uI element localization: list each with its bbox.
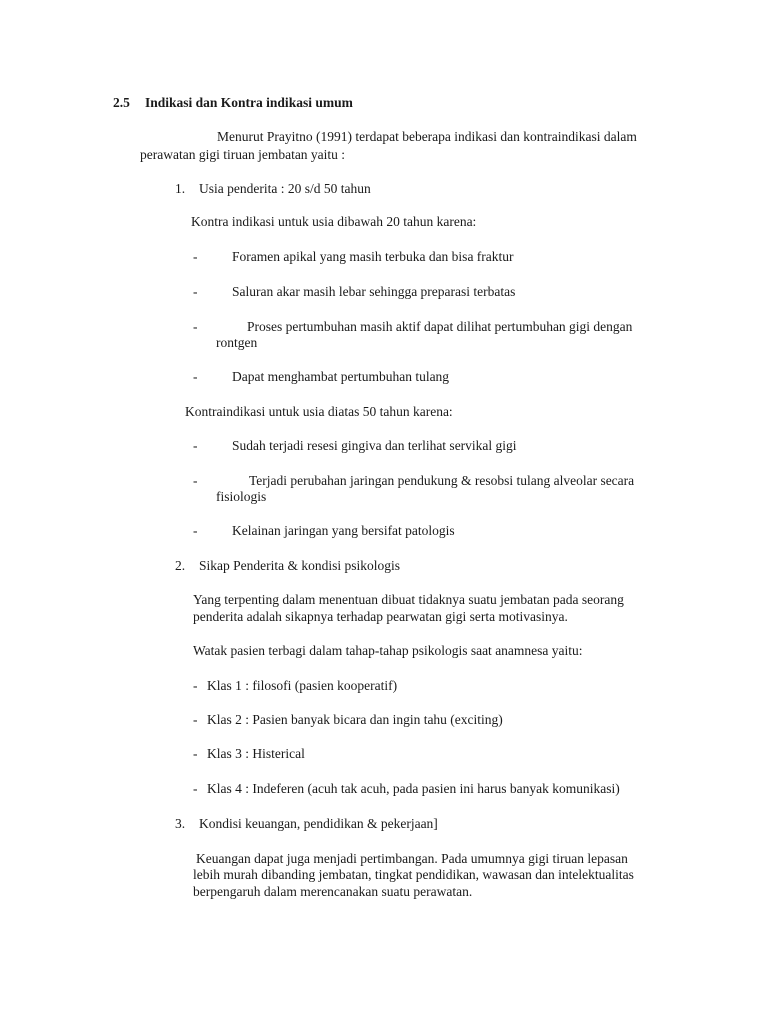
item-2-label: Sikap Penderita & kondisi psikologis: [199, 558, 400, 573]
item-2-paragraph-line-1: Yang terpenting dalam menentuan dibuat tidaknya suatu jembatan pada seorang: [193, 592, 624, 607]
bullet-dash: -: [193, 781, 198, 796]
list-item: Sudah terjadi resesi gingiva dan terlihat servikal gigi: [232, 438, 517, 453]
item-3-paragraph-line-1: Keuangan dapat juga menjadi pertimbangan. Pada umumnya gigi tiruan lepasan: [196, 851, 628, 866]
under-20-heading: Kontra indikasi untuk usia dibawah 20 tahun karena:: [191, 214, 477, 229]
section-number: 2.5: [113, 95, 130, 110]
bullet-dash: -: [193, 712, 198, 727]
list-item: Foramen apikal yang masih terbuka dan bisa fraktur: [232, 249, 514, 264]
bullet-dash: -: [193, 678, 198, 693]
list-item: Proses pertumbuhan masih aktif dapat dilihat pertumbuhan gigi dengan: [247, 319, 633, 334]
list-item: Klas 3 : Histerical: [207, 746, 305, 761]
item-3-label: Kondisi keuangan, pendidikan & pekerjaan]: [199, 816, 438, 831]
item-3-paragraph-line-3: berpengaruh dalam merencanakan suatu perawatan.: [193, 884, 473, 899]
intro-line-1: Menurut Prayitno (1991) terdapat beberapa indikasi dan kontraindikasi dalam: [217, 129, 637, 144]
bullet-dash: -: [193, 473, 198, 488]
item-2-number: 2.: [175, 558, 186, 573]
bullet-dash: -: [193, 369, 198, 384]
bullet-dash: -: [193, 319, 198, 334]
item-3-number: 3.: [175, 816, 186, 831]
item-1-label: Usia penderita : 20 s/d 50 tahun: [199, 181, 371, 196]
bullet-dash: -: [193, 523, 198, 538]
over-50-heading: Kontraindikasi untuk usia diatas 50 tahun karena:: [185, 404, 453, 419]
bullet-dash: -: [193, 249, 198, 264]
bullet-dash: -: [193, 438, 198, 453]
item-3-paragraph-line-2: lebih murah dibanding jembatan, tingkat pendidikan, wawasan dan intelektualitas: [193, 867, 634, 882]
list-item: Kelainan jaringan yang bersifat patologis: [232, 523, 455, 538]
bullet-dash: -: [193, 284, 198, 299]
list-item: Dapat menghambat pertumbuhan tulang: [232, 369, 450, 384]
list-item: Terjadi perubahan jaringan pendukung & resobsi tulang alveolar secara: [249, 473, 635, 488]
list-item: Klas 4 : Indeferen (acuh tak acuh, pada pasien ini harus banyak komunikasi): [207, 781, 620, 796]
list-item-continuation: fisiologis: [216, 489, 267, 504]
item-2-paragraph-line-2: penderita adalah sikapnya terhadap pearwatan gigi serta motivasinya.: [193, 609, 568, 624]
bullet-dash: -: [193, 746, 198, 761]
section-title: Indikasi dan Kontra indikasi umum: [145, 95, 353, 110]
watak-line: Watak pasien terbagi dalam tahap-tahap psikologis saat anamnesa yaitu:: [193, 643, 583, 658]
list-item: Saluran akar masih lebar sehingga preparasi terbatas: [232, 284, 516, 299]
list-item: Klas 2 : Pasien banyak bicara dan ingin tahu (exciting): [207, 712, 503, 727]
intro-line-2: perawatan gigi tiruan jembatan yaitu :: [140, 147, 346, 162]
item-1-number: 1.: [175, 181, 186, 196]
list-item-continuation: rontgen: [216, 335, 258, 350]
list-item: Klas 1 : filosofi (pasien kooperatif): [207, 678, 398, 693]
